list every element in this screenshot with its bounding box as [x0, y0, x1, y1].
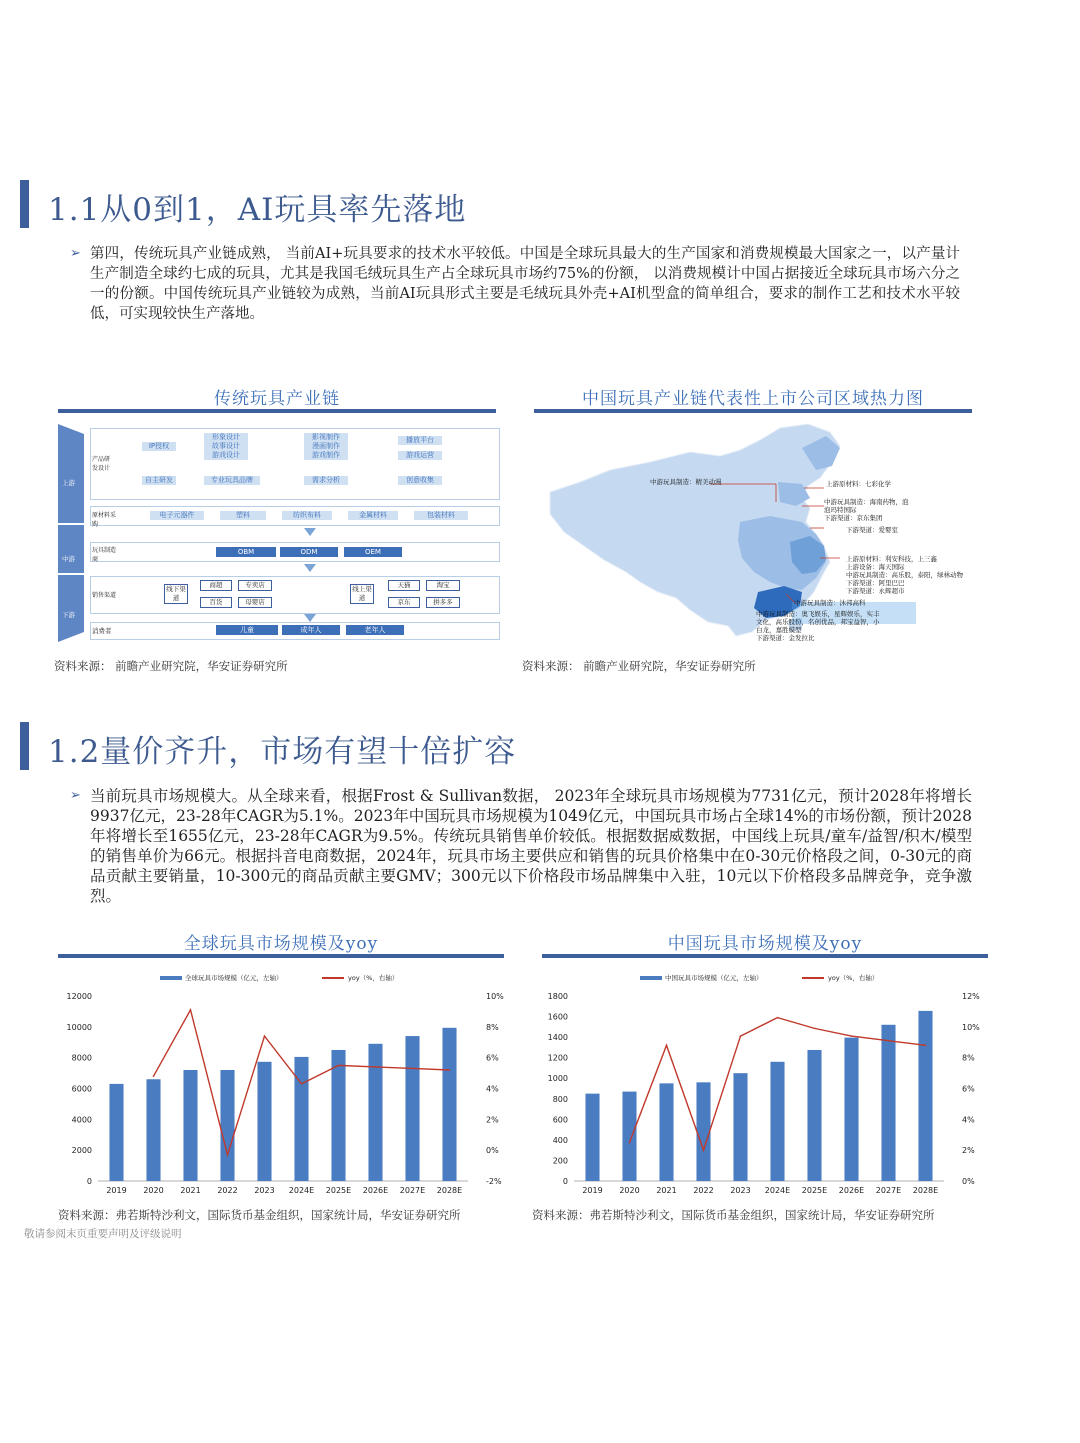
down-arrow-icon — [304, 564, 316, 572]
y-left-tick-label: 1600 — [547, 1012, 568, 1022]
x-tick-label: 2021 — [180, 1186, 201, 1195]
map-label: 中游玩具制造：精美动漫 — [650, 478, 722, 486]
material-box: 包装材料 — [414, 511, 468, 520]
map-label: 中游玩具制造：海南药物，泡泡玛特国际 — [824, 498, 909, 514]
yoy-point — [190, 1009, 192, 1011]
yoy-point — [925, 1045, 927, 1047]
manufacturer-box: ODM — [280, 547, 338, 557]
x-tick-label: 2019 — [582, 1186, 603, 1195]
chart-2-title: 中国玩具市场规模及yoy — [667, 934, 863, 954]
bar — [585, 1094, 599, 1181]
x-tick-label: 2028E — [912, 1186, 939, 1195]
yoy-point — [301, 1083, 303, 1085]
bar — [733, 1073, 747, 1181]
y-left-tick-label: 12000 — [66, 992, 92, 1001]
design-box: 播放平台 — [398, 436, 442, 445]
x-tick-label: 2024E — [288, 1186, 315, 1195]
x-tick-label: 2022 — [693, 1186, 714, 1195]
design-box: 游戏运营 — [398, 451, 442, 460]
bar — [881, 1025, 895, 1181]
x-tick-label: 2025E — [801, 1186, 828, 1195]
material-box: 纺织布料 — [282, 511, 332, 520]
map-label: 中游玩具制造：沐邦高科 — [794, 599, 866, 607]
section-1-accent-bar — [20, 180, 29, 228]
channel-box: 母婴店 — [238, 597, 272, 608]
row-label-design: 产品研发设计 — [92, 456, 111, 472]
manufacturer-box: OBM — [216, 547, 276, 557]
bar — [405, 1036, 419, 1181]
consumer-box: 老年人 — [346, 625, 404, 635]
x-tick-label: 2023 — [254, 1186, 275, 1195]
map-label: 下游渠道：京东集团 — [824, 514, 883, 522]
bar — [659, 1083, 673, 1181]
design-box: IP授权 — [142, 442, 176, 451]
chart-2-plot — [534, 986, 984, 1198]
y-left-tick-label: 1800 — [547, 992, 568, 1001]
y-right-tick-label: 12% — [962, 992, 980, 1001]
chart-1-legend — [160, 972, 490, 984]
channel-box: 淘宝 — [426, 580, 460, 591]
y-left-tick-label: 1400 — [547, 1033, 568, 1043]
section-1-paragraph — [70, 244, 960, 324]
chart-1-plot — [58, 986, 508, 1198]
y-left-tick-label: 1000 — [547, 1074, 568, 1084]
bar — [368, 1044, 382, 1181]
bar — [918, 1011, 932, 1181]
chart-1-rule — [58, 954, 504, 958]
chart-2-rule — [542, 954, 988, 958]
x-tick-label: 2019 — [106, 1186, 127, 1195]
section-2-accent-bar — [20, 722, 29, 770]
bar — [770, 1062, 784, 1181]
material-box: 金属材料 — [348, 511, 398, 520]
bar — [807, 1050, 821, 1181]
map-label: 下游渠道：永辉超市 — [846, 587, 905, 595]
chart-2-source: 资料来源：弗若斯特沙利文，国际货币基金组织，国家统计局，华安证券研究所 — [532, 1208, 935, 1222]
yoy-point — [777, 1017, 779, 1019]
bullet-arrow-icon: ➢ — [70, 246, 81, 261]
yoy-point — [227, 1154, 229, 1156]
row-label-consumer: 消费者 — [92, 627, 112, 635]
figure-right-rule — [534, 409, 972, 413]
section-2-paragraph-text: 当前玩具市场规模大。从全球来看，根据Frost & Sullivan数据， 2023年全球玩具市场规模为7731亿元，预计2028年将增长9937亿元，23-28年CAGR为5.1%。2023年中国玩具市场规模为1049亿元，中国玩具市场占全球14%的市场份额，预计2028年将增长至1655亿元，23-28年CAGR为9.5%。传统玩具销售单价较低。根据数据威数据，中国线上玩具/童车/益智/积木/模型的销售单价为66元。根据抖音电商数据，2024年，玩具市场主要供应和销售的玩具价格集中在0-30元价格段之间，0-30元的商品贡献主要销量，10-300元的商品贡献主要GMV；300元以下价格段市场品牌集中入驻，10元以下价格段多品牌竞争，竞争激烈。 — [90, 787, 972, 905]
yoy-point — [703, 1149, 705, 1151]
design-box: 需求分析 — [304, 476, 348, 485]
x-tick-label: 2026E — [838, 1186, 865, 1195]
y-left-tick-label: 8000 — [71, 1053, 92, 1063]
design-box: 专业玩具品牌 — [204, 476, 260, 485]
design-box: 形象设计 — [204, 433, 248, 442]
map-label: 下游渠道：爱婴室 — [846, 526, 898, 534]
y-right-tick-label: -2% — [486, 1177, 502, 1186]
yoy-point — [740, 1035, 742, 1037]
y-right-tick-label: 0% — [962, 1177, 975, 1186]
figure-right-source: 资料来源： 前瞻产业研究院，华安证券研究所 — [522, 659, 756, 673]
design-box: 自主研发 — [142, 476, 176, 485]
y-left-tick-label: 600 — [552, 1115, 568, 1125]
channel-box: 拼多多 — [426, 597, 460, 608]
legend-line-swatch-icon — [322, 977, 344, 979]
design-box: 故事设计 — [204, 442, 248, 451]
down-arrow-icon — [304, 614, 316, 622]
china-heat-map — [540, 422, 970, 644]
y-left-tick-label: 10000 — [66, 1022, 92, 1032]
bar — [109, 1084, 123, 1181]
x-tick-label: 2022 — [217, 1186, 238, 1195]
x-tick-label: 2028E — [436, 1186, 463, 1195]
bar — [442, 1028, 456, 1181]
section-2-paragraph — [70, 786, 972, 906]
bar — [622, 1092, 636, 1181]
legend-line-swatch-icon — [802, 977, 824, 979]
section-1-paragraph-text: 第四，传统玩具产业链成熟， 当前AI+玩具要求的技术水平较低。中国是全球玩具最大的生产国家和消费规模最大国家之一，以产量计生产制造全球约七成的玩具，尤其是我国毛绒玩具生产占全球玩具市场约75%的份额， 以消费规模计中国占据接近全球玩具市场六分之一的份额。中国传统玩具产业链较为成熟，当前AI玩具形式主要是毛绒玩具外壳+AI机型盒的简单组合，要求的制作工艺和技术水平较低，可实现较快生产落地。 — [90, 246, 960, 322]
down-arrow-icon — [304, 528, 316, 536]
y-left-tick-label: 0 — [562, 1177, 568, 1186]
bar — [257, 1062, 271, 1181]
map-label: 中游玩具制造：奥飞娱乐，星辉娱乐，实丰文化，高乐股份，名创优品，邦宝益智，小白龙，嘉胜模型 — [756, 610, 880, 634]
x-tick-label: 2025E — [325, 1186, 352, 1195]
legend-bar-swatch-icon — [160, 976, 182, 980]
x-tick-label: 2027E — [399, 1186, 426, 1195]
yoy-point — [666, 1045, 668, 1047]
y-left-tick-label: 4000 — [71, 1115, 92, 1125]
industry-chain-diagram — [58, 424, 500, 642]
x-tick-label: 2024E — [764, 1186, 791, 1195]
figure-left-rule — [58, 409, 496, 413]
y-left-tick-label: 2000 — [71, 1146, 92, 1156]
bar — [696, 1082, 710, 1181]
y-left-tick-label: 6000 — [71, 1084, 92, 1094]
consumer-box: 成年人 — [282, 625, 340, 635]
design-box: 游戏设计 — [204, 451, 248, 460]
y-left-tick-label: 400 — [552, 1135, 568, 1145]
yoy-point — [264, 1035, 266, 1037]
yoy-point — [449, 1069, 451, 1071]
map-label: 上游原材料：七彩化学 — [826, 480, 891, 488]
bar — [331, 1050, 345, 1181]
section-1-title: 1.1从0到1，AI玩具率先落地 — [48, 192, 467, 228]
material-box: 电子元器件 — [150, 511, 204, 520]
china-map-icon — [540, 422, 970, 644]
map-label: 下游渠道：金发拉比 — [756, 634, 815, 642]
yoy-point — [412, 1068, 414, 1070]
legend-bar-label: 全球玩具市场规模（亿元，左轴） — [185, 974, 283, 982]
y-left-tick-label: 0 — [86, 1177, 92, 1186]
yoy-point — [814, 1028, 816, 1030]
legend-line-label: yoy（%，右轴） — [828, 974, 879, 982]
x-tick-label: 2023 — [730, 1186, 751, 1195]
footer-disclaimer: 敬请参阅末页重要声明及评级说明 — [24, 1228, 182, 1240]
x-tick-label: 2027E — [875, 1186, 902, 1195]
channel-box: 百货 — [200, 597, 232, 608]
yoy-point — [851, 1035, 853, 1037]
stage-midstream: 中游 — [62, 555, 75, 563]
y-right-tick-label: 4% — [962, 1115, 975, 1125]
consumer-box: 儿童 — [216, 625, 278, 635]
row-label-material: 原材料采购 — [92, 512, 117, 528]
section-2-title: 1.2量价齐升，市场有望十倍扩容 — [48, 734, 517, 770]
chart-2-legend — [640, 972, 970, 984]
channel-box: 线下渠道 — [164, 584, 188, 604]
y-right-tick-label: 8% — [962, 1053, 975, 1063]
y-left-tick-label: 200 — [552, 1156, 568, 1166]
row-label-maker: 玩具制造商 — [92, 547, 117, 563]
design-box: 影视制作 — [304, 433, 348, 442]
bar — [294, 1057, 308, 1181]
stage-upstream: 上游 — [62, 479, 75, 487]
bar — [146, 1079, 160, 1181]
chart-1-title: 全球玩具市场规模及yoy — [183, 934, 379, 954]
design-box: 游戏制作 — [304, 451, 348, 460]
legend-line-label: yoy（%，右轴） — [348, 974, 399, 982]
row-label-channel: 销售渠道 — [92, 592, 117, 599]
channel-box: 天猫 — [388, 580, 420, 591]
yoy-point — [338, 1065, 340, 1067]
channel-box: 商超 — [200, 580, 232, 591]
y-right-tick-label: 4% — [486, 1084, 499, 1094]
channel-box: 专卖店 — [238, 580, 272, 591]
y-right-tick-label: 2% — [962, 1146, 975, 1156]
channel-box: 线上渠道 — [350, 584, 374, 604]
map-label: 上游原材料：利安科技，上三鑫 — [846, 555, 937, 563]
y-right-tick-label: 2% — [486, 1115, 499, 1125]
y-right-tick-label: 6% — [962, 1084, 975, 1094]
design-box: 创意收集 — [398, 476, 442, 485]
yoy-point — [153, 1075, 155, 1077]
chart-1-source: 资料来源：弗若斯特沙利文，国际货币基金组织，国家统计局，华安证券研究所 — [58, 1208, 461, 1222]
x-tick-label: 2020 — [619, 1186, 640, 1195]
bar — [844, 1038, 858, 1181]
y-right-tick-label: 0% — [486, 1146, 499, 1156]
legend-bar-label: 中国玩具市场规模（亿元，左轴） — [665, 974, 763, 982]
x-tick-label: 2020 — [143, 1186, 164, 1195]
bullet-arrow-icon: ➢ — [70, 788, 81, 803]
x-tick-label: 2021 — [656, 1186, 677, 1195]
y-right-tick-label: 10% — [486, 992, 504, 1001]
material-box: 塑料 — [220, 511, 266, 520]
figure-left-title: 传统玩具产业链 — [214, 389, 340, 409]
figure-left-source: 资料来源： 前瞻产业研究院，华安证券研究所 — [54, 659, 288, 673]
channel-box: 京东 — [388, 597, 420, 608]
y-right-tick-label: 10% — [962, 1022, 980, 1032]
manufacturer-box: OEM — [344, 547, 402, 557]
yoy-point — [888, 1040, 890, 1042]
map-label: 下游渠道：阿里巴巴 — [846, 579, 905, 587]
figure-right-title: 中国玩具产业链代表性上市公司区域热力图 — [582, 389, 924, 409]
design-box: 漫画制作 — [304, 442, 348, 451]
y-right-tick-label: 6% — [486, 1053, 499, 1063]
x-tick-label: 2026E — [362, 1186, 389, 1195]
bar — [220, 1070, 234, 1181]
map-label: 上游设备：海天国际 — [846, 563, 905, 571]
stage-downstream: 下游 — [62, 611, 75, 619]
y-right-tick-label: 8% — [486, 1022, 499, 1032]
yoy-point — [375, 1066, 377, 1068]
map-label: 中游玩具制造：高乐股，泰阳，绿林动物 — [846, 571, 963, 579]
y-left-tick-label: 800 — [552, 1094, 568, 1104]
legend-bar-swatch-icon — [640, 976, 662, 980]
bar — [183, 1070, 197, 1181]
y-left-tick-label: 1200 — [547, 1053, 568, 1063]
yoy-point — [629, 1142, 631, 1144]
